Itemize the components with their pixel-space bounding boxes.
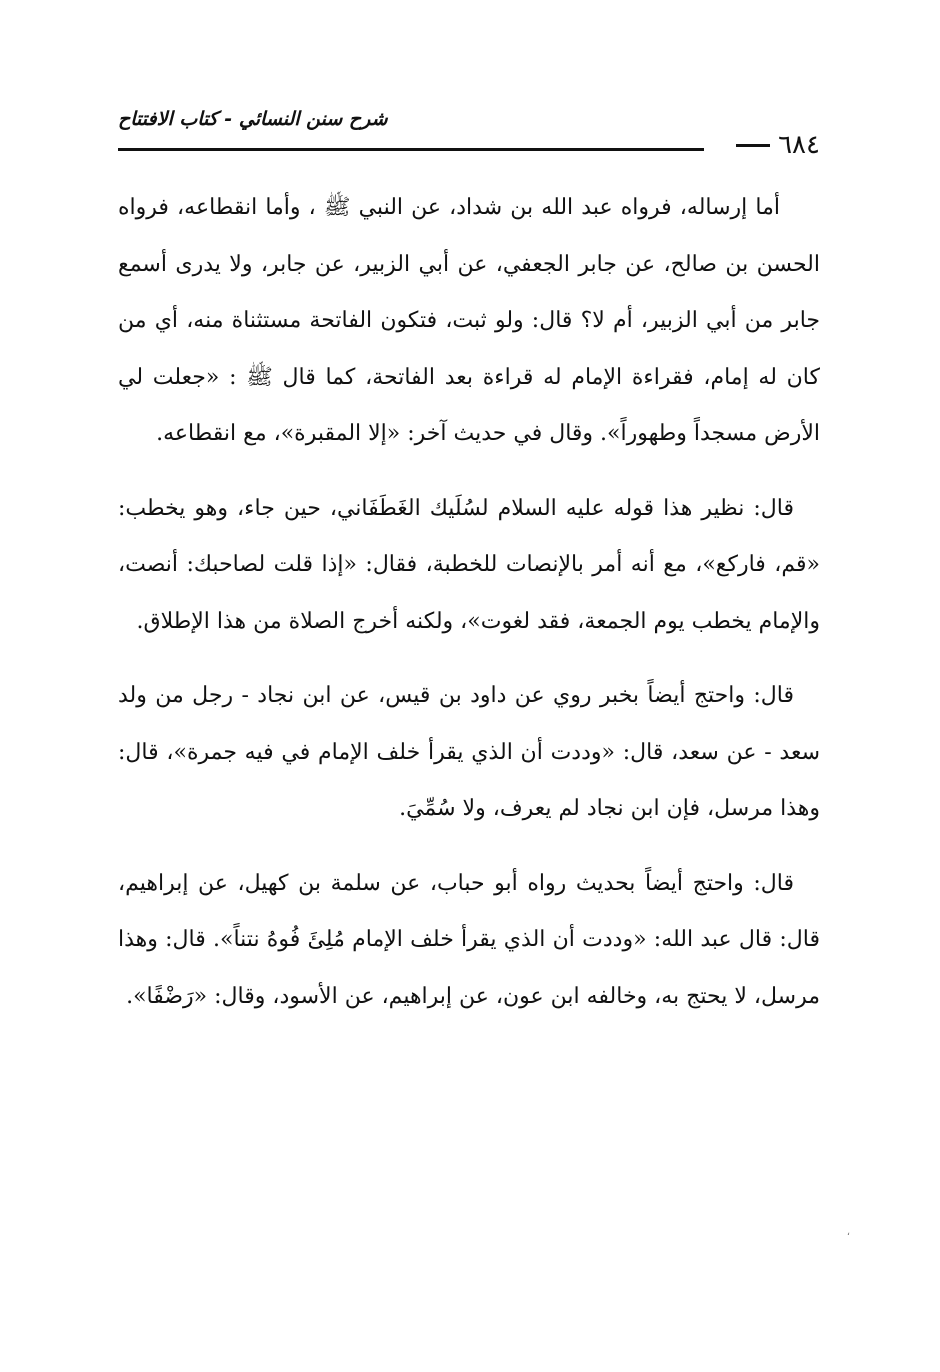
- page-number-dash: [736, 144, 770, 147]
- margin-mark: ʻ: [847, 1232, 851, 1243]
- page-number: [736, 130, 820, 160]
- paragraph-3: قال: واحتج أيضاً بخبر روي عن داود بن قيس، عن ابن نجاد - رجل من ولد سعد - عن سعد، قال: «وددت أن الذي يقرأ خلف الإمام في فيه جمرة»، قال: وهذا مرسل، فإن ابن نجاد لم يعرف، ولا سُمِّيَ.: [118, 683, 820, 821]
- page-header: [118, 108, 820, 160]
- paragraph-4: قال: واحتج أيضاً بحديث رواه أبو حباب، عن سلمة بن كهيل، عن إبراهيم، قال: قال عبد الله: «وددت أن الذي يقرأ خلف الإمام مُلِئَ فُوهُ نتناً». قال: وهذا مرسل، لا يحتج به، وخالفه ابن عون، عن إبراهيم، عن الأسود، وقال: «رَضْفًا».: [118, 870, 820, 1009]
- page-body: [118, 180, 820, 1043]
- running-title: شرح سنن النسائي - كتاب الافتتاح: [118, 108, 388, 130]
- paragraph-1: أما إرساله، فرواه عبد الله بن شداد، عن النبي ﷺ ، وأما انقطاعه، فرواه الحسن بن صالح، عن جابر الجعفي، عن أبي الزبير، عن جابر، ولا يدرى أسمع جابر من أبي الزبير، أم لا؟ قال: ولو ثبت، فتكون الفاتحة مستثناة منه، أي من كان له إمام، فقراءة الإمام له قراءة بعد الفاتحة، كما قال ﷺ : «جعلت لي الأرض مسجداً وطهوراً». وقال في حديث آخر: «إلا المقبرة»، مع انقطاعه.: [118, 195, 820, 446]
- paragraph-2: قال: نظير هذا قوله عليه السلام لسُلَيك الغَطَفَاني، حين جاء، وهو يخطب: «قم، فاركع»، مع أنه أمر بالإنصات للخطبة، فقال: «إذا قلت لصاحبك: أنصت، والإمام يخطب يوم الجمعة، فقد لغوت»، ولكنه أخرج الصلاة من هذا الإطلاق.: [118, 495, 820, 634]
- page-number-value: ٦٨٤: [778, 130, 820, 160]
- header-rule: [118, 148, 704, 151]
